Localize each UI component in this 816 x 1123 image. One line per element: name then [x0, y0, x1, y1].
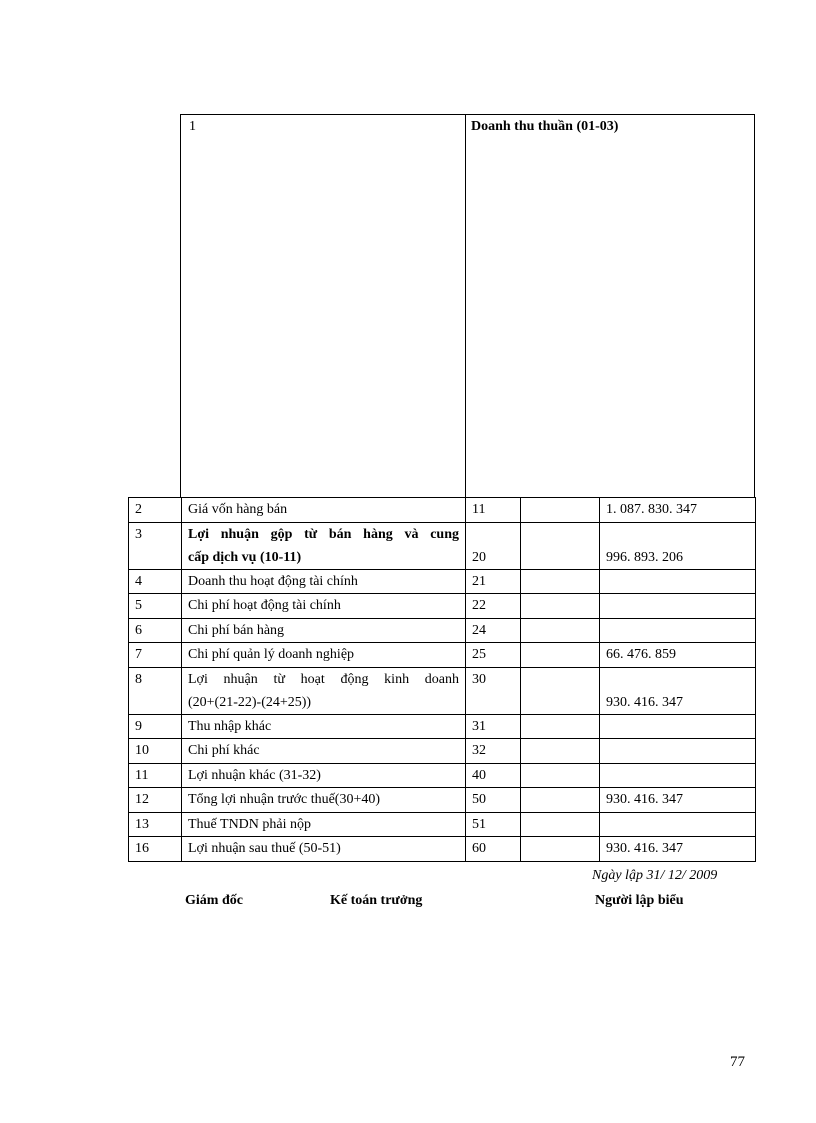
row-code: 51: [466, 812, 521, 837]
row-amount: [600, 763, 756, 788]
row-amount: 996. 893. 206: [600, 522, 756, 569]
row-item: Chi phí quản lý doanh nghiệp: [182, 643, 466, 668]
row-stt: 10: [129, 739, 182, 764]
row-note: [521, 714, 600, 739]
table-row: [129, 667, 756, 714]
row-amount: 930. 416. 347: [600, 837, 756, 862]
table-row: [129, 569, 756, 594]
row-code: 24: [466, 618, 521, 643]
row-stt: 7: [129, 643, 182, 668]
row-item-line-1: Lợi nhuận gộp từ bán hàng và cung: [188, 526, 459, 542]
row-code: 40: [466, 763, 521, 788]
row-note: [521, 739, 600, 764]
row-stt: 9: [129, 714, 182, 739]
row-note: [521, 788, 600, 813]
row-item: Thuế TNDN phải nộp: [182, 812, 466, 837]
row-code: 22: [466, 594, 521, 619]
income-statement-table: [128, 497, 756, 862]
row-amount: [600, 594, 756, 619]
row-stt: 12: [129, 788, 182, 813]
row-item: Doanh thu hoạt động tài chính: [182, 569, 466, 594]
row-stt: 5: [129, 594, 182, 619]
row-note: [521, 667, 600, 714]
row-number: 1: [189, 119, 196, 134]
row-note: [521, 618, 600, 643]
row-amount: 66. 476. 859: [600, 643, 756, 668]
table-row: [129, 763, 756, 788]
row-item-line-1: Lợi nhuận từ hoạt động kinh doanh: [188, 671, 459, 687]
row-code: 31: [466, 714, 521, 739]
revenue-label: Doanh thu thuần (01-03): [471, 119, 619, 134]
row-item: [182, 522, 466, 569]
table-row: [129, 618, 756, 643]
signature-director: Giám đốc: [185, 893, 243, 908]
row-stt: 11: [129, 763, 182, 788]
row-amount: 1. 087. 830. 347: [600, 498, 756, 523]
row-stt: 2: [129, 498, 182, 523]
row-stt: 4: [129, 569, 182, 594]
row-code: 20: [466, 522, 521, 569]
row-amount: [600, 739, 756, 764]
row-code: 11: [466, 498, 521, 523]
row-note: [521, 594, 600, 619]
row-stt: 6: [129, 618, 182, 643]
row-code: 32: [466, 739, 521, 764]
row-code: 21: [466, 569, 521, 594]
row-item: Chi phí bán hàng: [182, 618, 466, 643]
row-stt: 16: [129, 837, 182, 862]
row-amount: [600, 812, 756, 837]
row-stt: 8: [129, 667, 182, 714]
row-note: [521, 763, 600, 788]
row-item: Tổng lợi nhuận trước thuế(30+40): [182, 788, 466, 813]
table-row: [129, 643, 756, 668]
row-item: Chi phí khác: [182, 739, 466, 764]
row-item: Thu nhập khác: [182, 714, 466, 739]
page-number: 77: [730, 1054, 745, 1070]
row-code: 60: [466, 837, 521, 862]
row-amount: 930. 416. 347: [600, 667, 756, 714]
row-amount: 930. 416. 347: [600, 788, 756, 813]
row-note: [521, 498, 600, 523]
report-date: Ngày lập 31/ 12/ 2009: [592, 868, 718, 883]
column-divider: [465, 115, 466, 497]
row-item: Chi phí hoạt động tài chính: [182, 594, 466, 619]
row-stt: 13: [129, 812, 182, 837]
row-item: [182, 667, 466, 714]
table-row: [129, 594, 756, 619]
row-note: [521, 643, 600, 668]
table-row: [129, 788, 756, 813]
table-row: [129, 812, 756, 837]
table-row: [129, 522, 756, 569]
row-note: [521, 569, 600, 594]
row-item: Lợi nhuận khác (31-32): [182, 763, 466, 788]
table-row: [129, 837, 756, 862]
signature-chief-accountant: Kế toán trưởng: [330, 893, 423, 908]
row-note: [521, 837, 600, 862]
row-item: Giá vốn hàng bán: [182, 498, 466, 523]
row-amount: [600, 714, 756, 739]
row-stt: 3: [129, 522, 182, 569]
row-amount: [600, 569, 756, 594]
row-note: [521, 812, 600, 837]
row-code: 25: [466, 643, 521, 668]
table-row: [129, 498, 756, 523]
revenue-row-box: [180, 114, 755, 498]
row-code: 50: [466, 788, 521, 813]
row-amount: [600, 618, 756, 643]
table-row: [129, 714, 756, 739]
row-note: [521, 522, 600, 569]
row-item-line-2: (20+(21-22)-(24+25)): [188, 694, 312, 710]
row-item-line-2: cấp dịch vụ (10-11): [188, 549, 302, 565]
signature-preparer: Người lập biểu: [595, 893, 684, 908]
row-item: Lợi nhuận sau thuế (50-51): [182, 837, 466, 862]
table-row: [129, 739, 756, 764]
row-code: 30: [466, 667, 521, 714]
